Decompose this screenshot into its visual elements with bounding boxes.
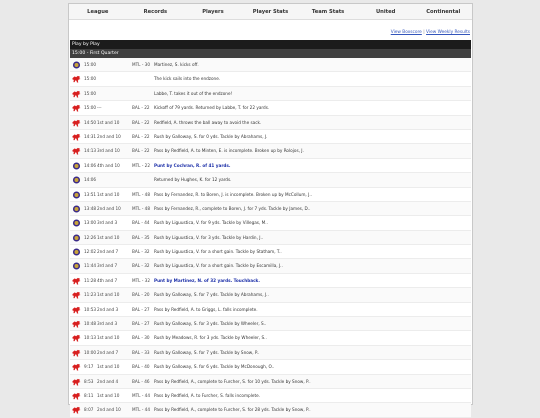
play-down-distance: 2nd and 4 bbox=[97, 378, 119, 384]
play-down-distance: 2nd and 10 bbox=[97, 407, 121, 413]
team-logo-bal-icon bbox=[72, 162, 81, 170]
play-field-position: MTL - 48 bbox=[132, 205, 151, 211]
play-row bbox=[70, 389, 471, 403]
play-clock: 14:06 bbox=[84, 177, 97, 183]
team-logo-bal-icon bbox=[72, 262, 81, 270]
play-down-distance: 1st and 10 bbox=[97, 292, 120, 298]
play-description: Rush by Liguustica, V. for 9 yds. Tackle by Villegas, M.. bbox=[154, 220, 268, 226]
play-row bbox=[70, 216, 471, 230]
nav-records[interactable]: Records bbox=[143, 9, 168, 15]
play-clock: 12:26 bbox=[84, 234, 97, 240]
play-description: Rush by Galloway, S. for 7 yds. Tackle by Snow, P.. bbox=[154, 349, 260, 355]
play-row bbox=[70, 317, 471, 331]
play-field-position: BAL - 32 bbox=[132, 249, 150, 255]
play-description: Pass by Redfield, A. to Minten, E. is incomplete. Broken up by Rolojos, J. bbox=[154, 148, 304, 154]
play-field-position: MTL - 32 bbox=[132, 277, 151, 283]
nav-league[interactable]: League bbox=[87, 9, 109, 15]
play-row bbox=[70, 72, 471, 86]
play-clock: 15:00 bbox=[84, 62, 97, 67]
play-row bbox=[70, 58, 471, 72]
team-logo-bal-icon bbox=[72, 191, 81, 199]
play-clock: 13:51 bbox=[84, 191, 97, 197]
play-field-position: BAL - 46 bbox=[132, 378, 150, 384]
play-description: Pass by Redfield, A. to Griggs, L. falls incomplete. bbox=[154, 306, 258, 312]
play-description: The kick sails into the endzone. bbox=[154, 76, 221, 82]
team-logo-mtl-icon bbox=[72, 320, 81, 328]
play-field-position: BAL - 44 bbox=[132, 220, 150, 226]
play-down-distance: 2nd and 10 bbox=[97, 133, 121, 139]
play-by-play-header: Play by Play bbox=[70, 40, 471, 49]
team-logo-mtl-icon bbox=[72, 349, 81, 357]
nav-player-stats[interactable]: Player Stats bbox=[252, 9, 289, 15]
play-field-position: MTL - 22 bbox=[132, 162, 151, 168]
play-field-position: BAL - 35 bbox=[132, 234, 150, 240]
team-logo-mtl-icon bbox=[72, 334, 81, 342]
result-links bbox=[69, 26, 472, 40]
play-clock: 13:00 bbox=[84, 220, 97, 226]
play-description: Labbe, T. takes it out of the endzone! bbox=[154, 90, 233, 96]
play-field-position: BAL - 30 bbox=[132, 335, 150, 341]
play-clock: 8:53 bbox=[84, 378, 94, 384]
play-row bbox=[70, 375, 471, 389]
play-down-distance: 3rd and 10 bbox=[97, 148, 120, 154]
play-field-position: MTL - 44 bbox=[132, 392, 151, 398]
team-logo-bal-icon bbox=[72, 219, 81, 227]
play-down-distance: 1st and 10 bbox=[97, 119, 120, 125]
play-row bbox=[70, 288, 471, 302]
top-nav bbox=[69, 4, 472, 20]
nav-continental[interactable]: Continental bbox=[426, 9, 461, 15]
play-clock: 10:00 bbox=[84, 349, 97, 355]
play-down-distance: 1st and 10 bbox=[97, 392, 120, 398]
play-description: Rush by Galloway, S. for 6 yds. Tackle by McDonough, O.. bbox=[154, 364, 275, 370]
nav-team-stats[interactable]: Team Stats bbox=[311, 9, 345, 15]
play-description: Rush by Meadows, R. for 3 yds. Tackle by Wheeler, S.. bbox=[154, 335, 267, 341]
play-description: Martinez, S. kicks off. bbox=[154, 62, 199, 67]
play-row bbox=[70, 144, 471, 158]
link-separator: | bbox=[423, 30, 425, 35]
play-row bbox=[70, 159, 471, 173]
play-field-position: BAL - 27 bbox=[132, 306, 150, 312]
play-list bbox=[70, 58, 471, 418]
play-row bbox=[70, 188, 471, 202]
play-field-position: MTL - 44 bbox=[132, 407, 151, 413]
play-row bbox=[70, 274, 471, 288]
play-row bbox=[70, 130, 471, 144]
team-logo-mtl-icon bbox=[72, 291, 81, 299]
team-logo-mtl-icon bbox=[72, 104, 81, 112]
team-logo-mtl-icon bbox=[72, 363, 81, 371]
play-clock: 12:02 bbox=[84, 249, 97, 255]
play-field-position: BAL - 22 bbox=[132, 148, 150, 154]
play-down-distance: --- bbox=[97, 105, 102, 111]
play-description: Rush by Galloway, S. for 0 yds. Tackle by Abrahams, J. bbox=[154, 133, 268, 139]
play-row bbox=[70, 101, 471, 115]
play-description: Pass by Redfield, A. to Furcher, S. falls incomplete. bbox=[154, 392, 260, 398]
team-logo-mtl-icon bbox=[72, 406, 81, 414]
play-clock: 11:44 bbox=[84, 263, 97, 269]
team-logo-mtl-icon bbox=[72, 119, 81, 127]
play-down-distance: 1st and 10 bbox=[97, 234, 120, 240]
play-clock: 13:48 bbox=[84, 205, 97, 211]
play-down-distance: 4th and 7 bbox=[97, 277, 118, 283]
play-clock: 9:17 bbox=[84, 364, 94, 370]
play-description: Rush by Liguustica, V. for 3 yds. Tackle by Hardin, J.. bbox=[154, 234, 264, 240]
play-description: Punt by Cochran, R. of 41 yards. bbox=[154, 162, 231, 168]
play-clock: 14:13 bbox=[84, 148, 97, 154]
play-row bbox=[70, 360, 471, 374]
play-clock: 10:48 bbox=[84, 321, 97, 327]
play-clock: 8:11 bbox=[84, 392, 94, 398]
play-row bbox=[70, 173, 471, 187]
play-down-distance: 1st and 10 bbox=[97, 364, 120, 370]
nav-players[interactable]: Players bbox=[202, 9, 224, 15]
play-description: Rush by Liguustica, V. for a short gain. Tackle by Escamilla, J.. bbox=[154, 263, 283, 269]
play-description: Pass by Fernandez, R., complete to Boren, J. for 7 yds. Tackle by James, D.. bbox=[154, 205, 311, 211]
play-description: Pass by Redfield, A., complete to Furcher, S. for 10 yds. Tackle by Snow, P.. bbox=[154, 378, 311, 384]
team-logo-mtl-icon bbox=[72, 147, 81, 155]
team-logo-bal-icon bbox=[72, 61, 81, 69]
play-description: Punt by Martinez, N. of 32 yards. Touchback. bbox=[154, 277, 260, 283]
team-logo-mtl-icon bbox=[72, 75, 81, 83]
play-down-distance: 2nd and 7 bbox=[97, 249, 119, 255]
team-logo-mtl-icon bbox=[72, 133, 81, 141]
play-row bbox=[70, 331, 471, 345]
play-field-position: BAL - 22 bbox=[132, 105, 150, 111]
play-description: Pass by Redfield, A., complete to Furcher, S. for 28 yds. Tackle by Snow, P.. bbox=[154, 407, 311, 413]
play-row bbox=[70, 259, 471, 273]
team-logo-bal-icon bbox=[72, 248, 81, 256]
play-description: Kickoff of 79 yards. Returned by Labbe, T. for 22 yards. bbox=[154, 105, 270, 111]
play-field-position: BAL - 33 bbox=[132, 349, 150, 355]
play-row bbox=[70, 202, 471, 216]
play-down-distance: 1st and 10 bbox=[97, 191, 120, 197]
team-logo-mtl-icon bbox=[72, 392, 81, 400]
play-clock: 11:28 bbox=[84, 277, 97, 283]
play-clock: 15:00 bbox=[84, 105, 97, 111]
play-field-position: BAL - 27 bbox=[132, 321, 150, 327]
play-field-position: BAL - 32 bbox=[132, 263, 150, 269]
team-logo-bal-icon bbox=[72, 176, 81, 184]
play-down-distance: 4th and 10 bbox=[97, 162, 120, 168]
play-row bbox=[70, 231, 471, 245]
play-clock: 15:00 bbox=[84, 76, 97, 82]
play-description: Rush by Galloway, S. for 3 yds. Tackle by Wheeler, S.. bbox=[154, 321, 267, 327]
play-down-distance: 3rd and 3 bbox=[97, 321, 118, 327]
page-container bbox=[68, 3, 473, 413]
play-field-position: BAL - 20 bbox=[132, 292, 150, 298]
play-clock: 14:50 bbox=[84, 119, 97, 125]
play-field-position: MTL - 48 bbox=[132, 191, 151, 197]
play-clock: 14:06 bbox=[84, 162, 97, 168]
play-row bbox=[70, 87, 471, 101]
play-description: Rush by Liguustica, V. for a short gain. Tackle by Statham, T.. bbox=[154, 249, 282, 255]
play-down-distance: 2nd and 10 bbox=[97, 205, 121, 211]
nav-united[interactable]: United bbox=[375, 9, 396, 15]
play-row bbox=[70, 303, 471, 317]
play-clock: 15:00 bbox=[84, 90, 97, 96]
play-description: Returned by Hughes, K. for 12 yards. bbox=[154, 177, 232, 183]
view-boxscore-link[interactable]: View Boxscore bbox=[390, 30, 422, 35]
team-logo-mtl-icon bbox=[72, 277, 81, 285]
team-logo-bal-icon bbox=[72, 234, 81, 242]
play-row bbox=[70, 116, 471, 130]
play-description: Pass by Fernandez, R. to Boren, J. is incomplete. Broken up by McCollum, J.. bbox=[154, 191, 312, 197]
play-field-position: BAL - 22 bbox=[132, 119, 150, 125]
team-logo-mtl-icon bbox=[72, 306, 81, 314]
play-down-distance: 3rd and 3 bbox=[97, 220, 118, 226]
quarter-header: 15:00 - First Quarter bbox=[70, 49, 471, 58]
play-clock: 10:13 bbox=[84, 335, 97, 341]
team-logo-mtl-icon bbox=[72, 90, 81, 98]
play-description: Rush by Galloway, S. for 7 yds. Tackle by Abrahams, J.. bbox=[154, 292, 269, 298]
play-description: Redfield, A. throws the ball away to avoid the sack. bbox=[154, 119, 262, 125]
team-logo-bal-icon bbox=[72, 205, 81, 213]
play-down-distance: 3rd and 7 bbox=[97, 263, 118, 269]
play-clock: 14:31 bbox=[84, 133, 97, 139]
play-field-position: MTL - 30 bbox=[132, 62, 151, 67]
play-row bbox=[70, 403, 471, 417]
play-down-distance: 2nd and 7 bbox=[97, 349, 119, 355]
play-down-distance: 1st and 10 bbox=[97, 335, 120, 341]
view-weekly-results-link[interactable]: View Weekly Results bbox=[426, 30, 470, 35]
play-row bbox=[70, 245, 471, 259]
play-clock: 11:23 bbox=[84, 292, 97, 298]
team-logo-mtl-icon bbox=[72, 378, 81, 386]
play-row bbox=[70, 346, 471, 360]
play-clock: 10:53 bbox=[84, 306, 97, 312]
play-clock: 8:07 bbox=[84, 407, 94, 413]
play-field-position: BAL - 22 bbox=[132, 133, 150, 139]
play-down-distance: 2nd and 3 bbox=[97, 306, 119, 312]
play-field-position: BAL - 40 bbox=[132, 364, 150, 370]
